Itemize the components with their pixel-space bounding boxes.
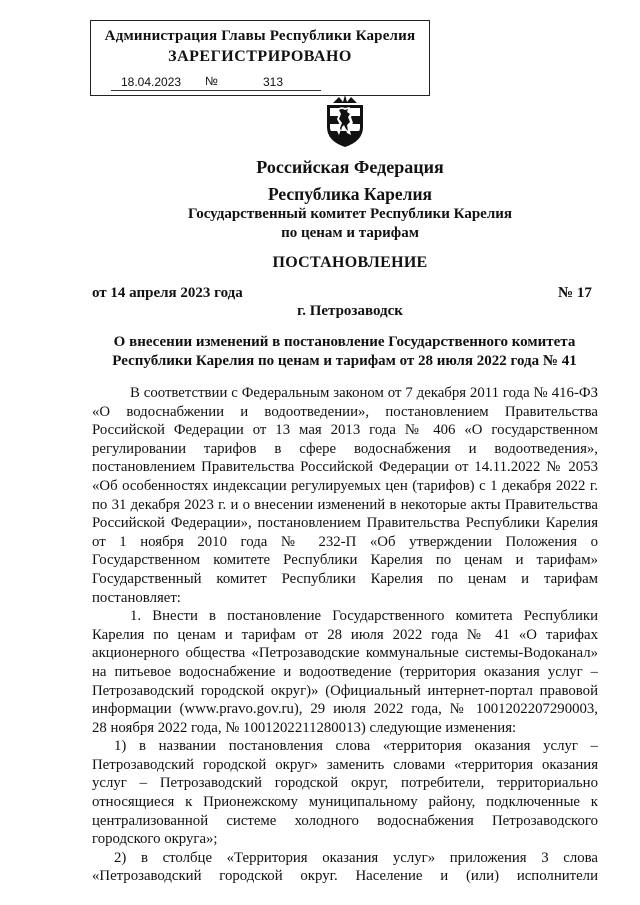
stamp-underline <box>111 90 321 91</box>
document-body <box>92 384 598 886</box>
committee-heading: Государственный комитет Республики Карелия <box>188 206 512 222</box>
body-line: постановляет: <box>92 589 181 606</box>
body-line: относящиеся к Прионежскому муниципальному району, подключенные к <box>92 794 598 811</box>
subject-title: О внесении изменений в постановление Государственного комитета <box>113 334 576 350</box>
stamp-authority: Администрация Главы Республики Карелия <box>104 28 416 44</box>
body-line: акционерного общества «Петрозаводские коммунальные системы-Водоканал» <box>92 645 598 662</box>
body-line: от 1 ноября 2010 года № 232-П «Об утверждении Положения о <box>92 533 598 550</box>
body-line: на питьевое водоснабжение и водоотведение (территория оказания услуг – <box>92 663 598 680</box>
body-line: Петрозаводский городской округ» заменить словами «территория оказания <box>92 756 598 773</box>
republic-heading: Республика Карелия <box>267 184 433 204</box>
committee-heading-line2: по ценам и тарифам <box>281 225 419 241</box>
body-line: информации (www.pravo.gov.ru), 29 июля 2022 года, № 1001202207290003, <box>92 701 598 718</box>
body-line: по 31 декабря 2023 г. и о внесении изменений в некоторые акты Правительства <box>92 496 598 513</box>
subject-title-line2: Республики Карелия по ценам и тарифам от 28 июля 2022 года № 41 <box>112 353 577 369</box>
karelia-coat-of-arms-icon <box>323 93 367 149</box>
body-line: Российской Федерации от 13 мая 2013 года № 406 «О государственном <box>92 422 598 439</box>
body-line: 1. Внести в постановление Государственного комитета Республики <box>130 608 598 625</box>
body-line: услуг – Петрозаводский городской округ, потребители, территориально <box>92 775 598 792</box>
body-line: 28 ноября 2022 года, № 1001202211280013) следующие изменения: <box>92 719 517 736</box>
body-line: Государственном комитете Республики Карелия по ценам и тарифам» <box>92 552 598 569</box>
stamp-number-label: № <box>205 74 218 88</box>
body-line: Государственный комитет Республики Карелия по ценам и тарифам <box>92 570 598 587</box>
body-line: Карелия по ценам и тарифам от 28 июля 2022 года № 41 «О тарифах <box>92 626 598 643</box>
body-line: постановлением Правительства Российской Федерации от 14.11.2022 № 2053 <box>92 459 598 476</box>
body-line: 1) в названии постановления слова «территория оказания услуг – <box>114 738 598 755</box>
body-line: 2) в столбце «Территория оказания услуг» приложения 3 слова <box>114 849 598 866</box>
body-line: Российской Федерации», постановлением Правительства Республики Карелия <box>92 515 598 532</box>
body-line: «Петрозаводский городской округ. Население и (или) исполнители <box>92 868 598 885</box>
body-line: «О водоснабжении и водоотведении», постановлением Правительства <box>92 403 598 420</box>
stamp-number: 313 <box>263 75 284 89</box>
stamp-registered: ЗАРЕГИСТРИРОВАНО <box>168 48 352 65</box>
document-date: от 14 апреля 2023 года <box>92 285 243 301</box>
document-type-heading: ПОСТАНОВЛЕНИЕ <box>272 254 428 271</box>
document-number: № 17 <box>558 285 592 301</box>
stamp-date: 18.04.2023 <box>121 75 182 89</box>
body-line: городского округа»; <box>92 831 218 848</box>
body-line: централизованной системе холодного водоснабжения Петрозаводского <box>92 812 598 829</box>
body-line: регулировании тарифов в сфере водоснабжения и водоотведения», <box>92 440 598 457</box>
country-heading: Российская Федерация <box>256 157 444 177</box>
body-line: В соответствии с Федеральным законом от 7 декабря 2011 года № 416-ФЗ <box>130 385 598 401</box>
body-line: «Об особенностях индексации регулируемых цен (тарифов) с 1 декабря 2022 г. <box>92 477 598 494</box>
body-line: Петрозаводский городской округ)» (Официальный интернет-портал правовой <box>92 682 598 699</box>
document-city: г. Петрозаводск <box>297 303 403 319</box>
registration-stamp <box>90 20 430 96</box>
